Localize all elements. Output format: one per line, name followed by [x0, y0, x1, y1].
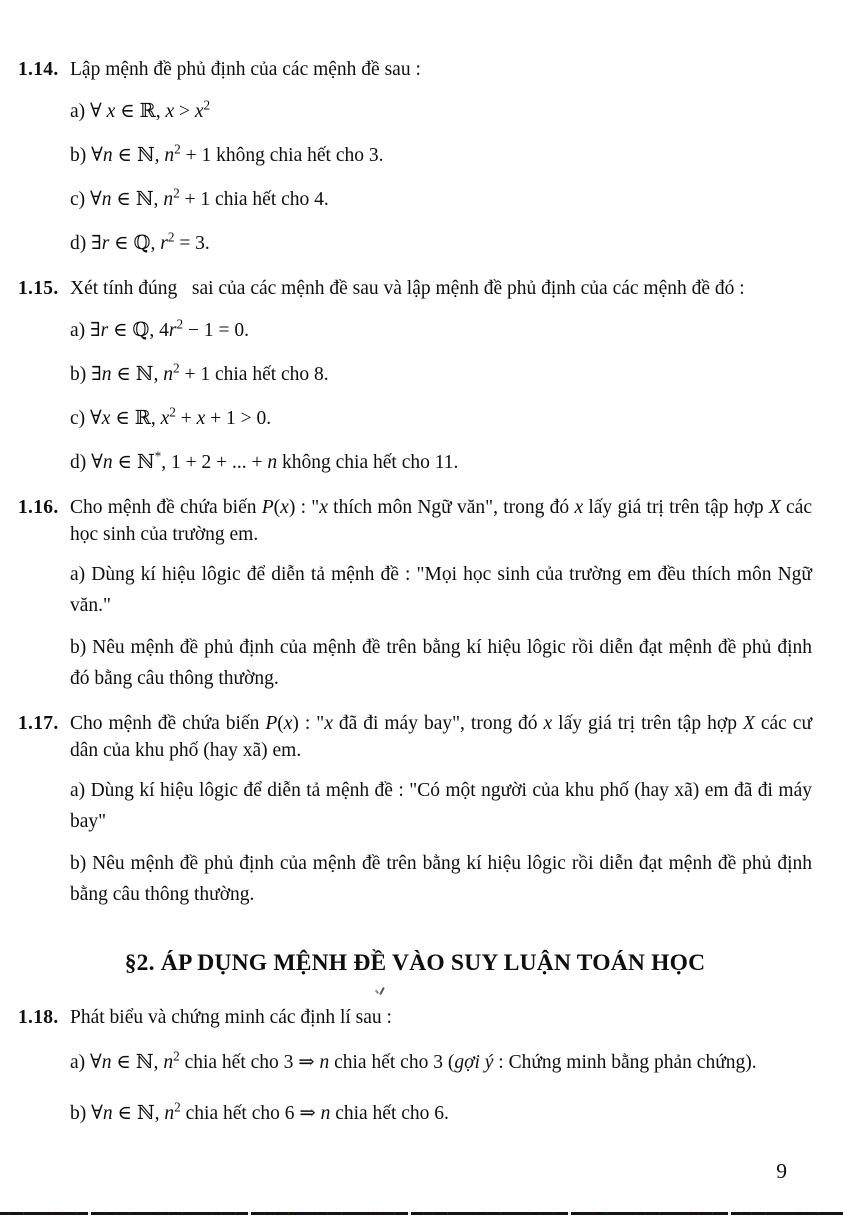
- exercise-head: [18, 1004, 812, 1031]
- exercise-head-text: Cho mệnh đề chứa biến P(x) : "x thích môn Ngữ văn", trong đó x lấy giá trị trên tập hợp X các học sinh của trường em.: [70, 497, 813, 545]
- exercise-item-a: a) Dùng kí hiệu lôgic để diễn tả mệnh đề : "Có một người của khu phố (hay xã) em đã đi máy bay": [70, 780, 812, 832]
- exercise-item-c: c) ∀x ∈ ℝ, $x^2 + x + 1 > 0$.: [70, 404, 272, 429]
- exercise-item-a: a) ∃r ∈ ℚ, $4r^2 - 1 = 0$.: [70, 316, 249, 341]
- exercise-1-18: [18, 1004, 812, 1133]
- exercise-1-14: [18, 56, 812, 259]
- page-bottom-scan-edge: [0, 1212, 843, 1215]
- exercise-item-b: b) Nêu mệnh đề phủ định của mệnh đề trên bằng kí hiệu lôgic rồi diễn đạt mệnh đề phủ định đó bằng câu thông thường.: [70, 637, 812, 689]
- exercise-1-16: [18, 494, 812, 694]
- exercise-1-17: [18, 710, 812, 910]
- exercise-number: 1.15.: [18, 278, 59, 299]
- exercise-item-c: c) ∀n ∈ ℕ, $n^2 + 1$ chia hết cho 4.: [70, 185, 329, 210]
- exercise-1-15: [18, 275, 812, 478]
- exercise-item-d: d) ∃r ∈ ℚ, $r^2 = 3$.: [70, 229, 210, 254]
- exercise-item-a: a) Dùng kí hiệu lôgic để diễn tả mệnh đề : "Mọi học sinh của trường em đều thích môn Ngữ văn.": [70, 564, 812, 616]
- exercise-item-a: a) ∀n ∈ ℕ, $n^2$ chia hết cho 3 ⇒ n chia hết cho 3 (gợi ý : Chứng minh bằng phản chứng).: [70, 1048, 757, 1073]
- exercise-number: 1.14.: [18, 59, 59, 80]
- exercise-head: [18, 710, 812, 764]
- section-header: §2. ÁP DỤNG MỆNH ĐỀ VÀO SUY LUẬN TOÁN HỌC: [124, 950, 706, 976]
- exercise-head-text: Lập mệnh đề phủ định của các mệnh đề sau :: [70, 59, 421, 80]
- exercise-head: [18, 494, 812, 548]
- exercise-head-text: Phát biểu và chứng minh các định lí sau :: [70, 1007, 392, 1028]
- exercise-item-b: b) Nêu mệnh đề phủ định của mệnh đề trên bằng kí hiệu lôgic rồi diễn đạt mệnh đề phủ định bằng câu thông thường.: [70, 853, 812, 905]
- exercise-number: 1.16.: [18, 497, 59, 518]
- exercise-number: 1.18.: [18, 1007, 59, 1028]
- page-number: 9: [776, 1159, 787, 1183]
- scan-noise-mark: [374, 986, 390, 998]
- exercise-item-a: a) ∀ x ∈ ℝ, $x > x^2$: [70, 97, 211, 122]
- exercise-head-text: Cho mệnh đề chứa biến P(x) : "x đã đi máy bay", trong đó x lấy giá trị trên tập hợp X các cư dân của khu phố (hay xã) em.: [70, 713, 813, 761]
- exercise-item-b: b) ∀n ∈ ℕ, $n^2$ chia hết cho 6 ⇒ n chia hết cho 6.: [70, 1099, 449, 1124]
- exercise-item-b: b) ∀n ∈ ℕ, $n^2 + 1$ không chia hết cho 3.: [70, 141, 384, 166]
- exercise-head: [18, 56, 812, 83]
- exercise-number: 1.17.: [18, 713, 59, 734]
- exercise-head: [18, 275, 812, 302]
- exercise-head-text: Xét tính đúng sai của các mệnh đề sau và lập mệnh đề phủ định của các mệnh đề đó :: [70, 278, 745, 299]
- exercise-item-b: b) ∃n ∈ ℕ, $n^2 + 1$ chia hết cho 8.: [70, 360, 329, 385]
- exercise-item-d: d) ∀n ∈ ℕ*, 1 + 2 + ... + n không chia hết cho 11.: [70, 448, 459, 473]
